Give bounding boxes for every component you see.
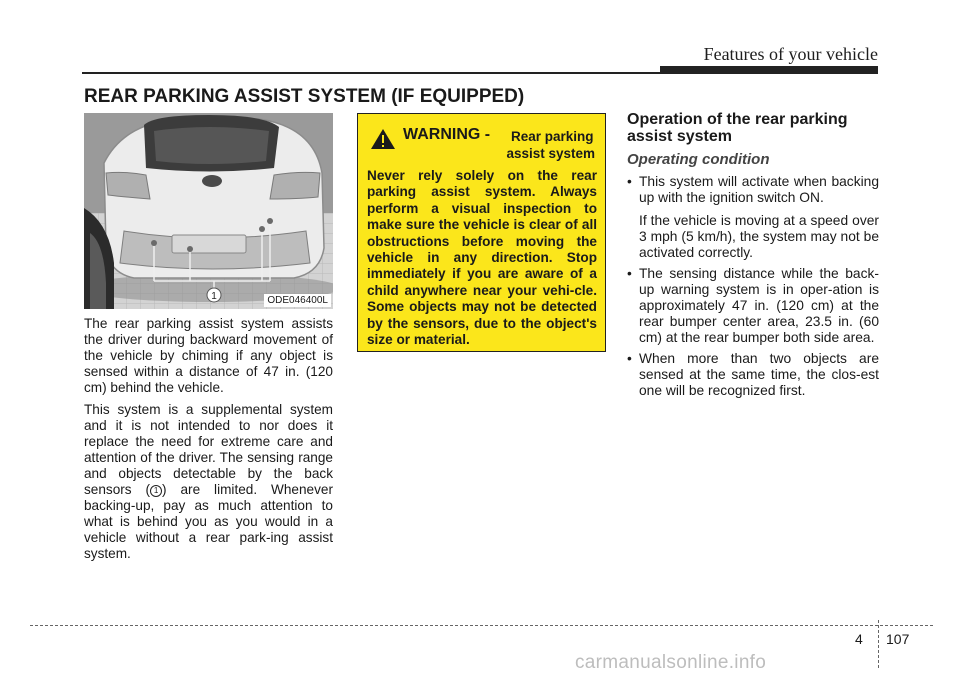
warning-subject-1: Rear parking	[511, 129, 594, 144]
footer-divider	[878, 620, 879, 668]
list-item-text: This system will activate when backing up with the ignition switch ON.	[639, 174, 879, 205]
condition-list	[627, 174, 879, 399]
list-item-note: If the vehicle is moving at a speed over 3 mph (5 km/h), the system may not be activated correctly.	[639, 213, 879, 260]
warning-label: WARNING -	[403, 126, 491, 143]
vehicle-rear-illustration	[84, 113, 333, 309]
watermark: carmanualsonline.info	[575, 652, 767, 673]
intro-paragraph-2	[84, 402, 333, 562]
intro-paragraph-1: The rear parking assist system assists the driver during backward movement of the vehicle by chiming if any object is sensed within a distance of 47 in. (120 cm) behind the vehicle.	[84, 316, 333, 395]
operation-heading: Operation of the rear parking assist system	[627, 111, 848, 145]
warning-text: Never rely solely on the rear parking assist system. Always perform a visual inspection to make sure the vehicle is clear of all obstructions before moving the vehicle in any direction. Stop immediately if you are aware of a child anywhere near your vehi-cle. Some objects may not be detected by the sensors, due to the object's size or material.	[367, 168, 597, 348]
header-title: Features of your vehicle	[703, 44, 878, 64]
rear-bumper-photo	[84, 113, 333, 309]
list-item	[627, 174, 879, 261]
callout-number: 1	[211, 291, 217, 302]
footer-rule	[30, 625, 933, 626]
header-rule	[82, 72, 702, 74]
page-number: 107	[886, 631, 910, 647]
section-title: REAR PARKING ASSIST SYSTEM (IF EQUIPPED)	[84, 86, 525, 107]
warning-triangle-icon	[370, 128, 396, 150]
warning-box	[357, 113, 606, 352]
figure-code: ODE046400L	[264, 294, 331, 307]
header-rule-bold	[660, 66, 878, 74]
warning-header	[367, 124, 597, 168]
intro-p2-end: ) are limited. Whenever backing-up, pay as much attention to what is behind you as you would in a vehicle without a rear park-ing assist system.	[84, 482, 333, 561]
operating-condition-subheading: Operating condition	[627, 151, 770, 168]
intro-p2-start: This system is a supplemental system and it is not intended to nor does it replace the need for extreme care and attention of the driver. The sensing range and objects detectable by the back sensors (	[84, 402, 333, 497]
operation-section	[627, 111, 879, 404]
chapter-number: 4	[855, 631, 863, 647]
intro-text	[84, 316, 333, 568]
sensor-marker: 1	[150, 485, 162, 497]
warning-subject-2: assist system	[506, 146, 595, 161]
list-item: • The sensing distance while the back-up warning system is in oper-ation is approximately 47 in. (120 cm) at the rear bumper center area, 23.5 in. (60 cm) at the rear bumper both side area.	[627, 266, 879, 346]
list-item: • When more than two objects are sensed at the same time, the clos-est one will be recognized first.	[627, 351, 879, 399]
